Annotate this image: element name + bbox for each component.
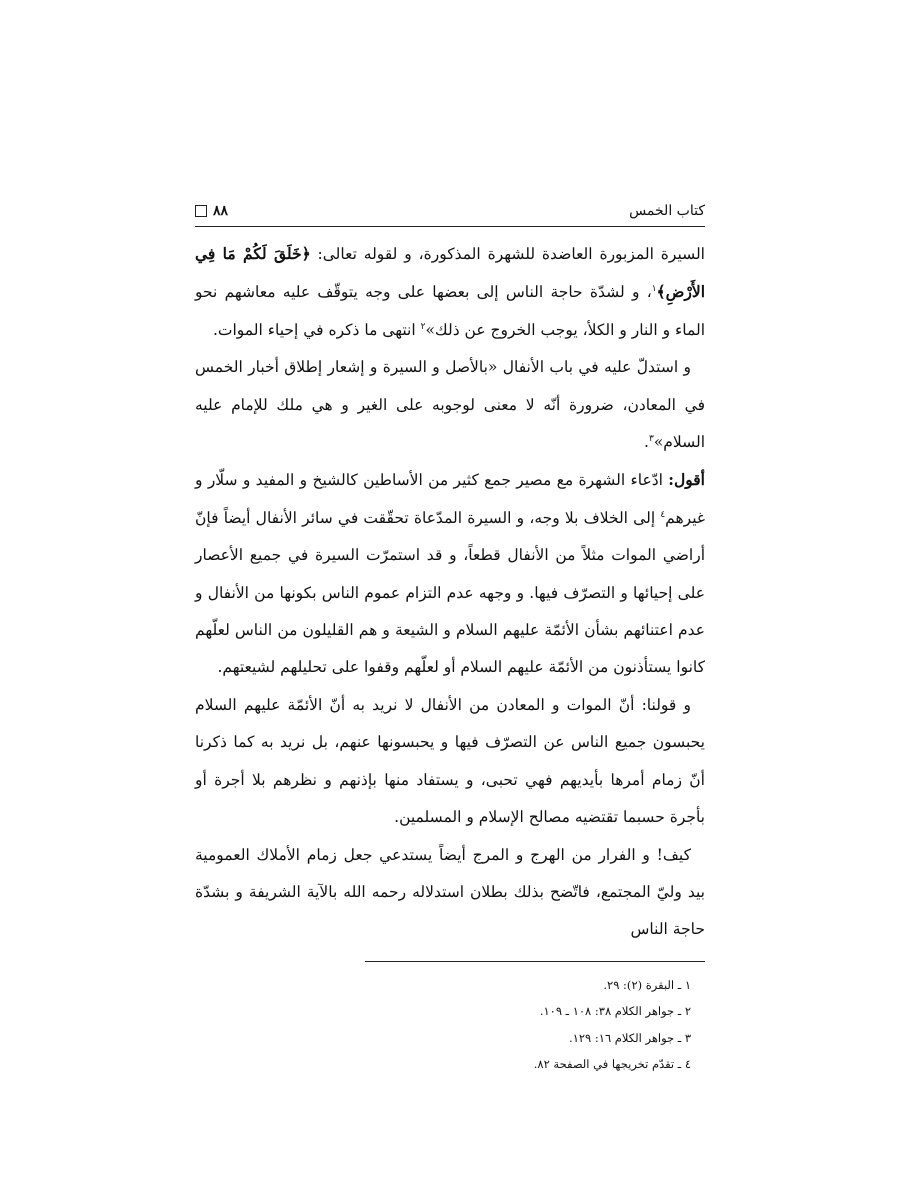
paragraph-1-text-b: ، و لشدّة حاجة الناس إلى بعضها على وجه يتوقّف عليه معاشهم نحو الماء و النار و الكلأ، يوجب الخروج عن ذلك»: [195, 283, 705, 339]
footnote-ref-3[interactable]: ٣: [648, 433, 654, 444]
paragraph-3-text-a: ادّعاء الشهرة مع مصير جمع كثير من الأساطين كالشيخ و المفيد و سلّار و غيرهم: [195, 471, 705, 527]
footnote-1: ١ ـ البقرة (٢): ٢٩.: [603, 977, 691, 992]
running-header: [195, 196, 705, 227]
paragraph-3-lead: أقول:: [668, 470, 705, 490]
quran-verse: ﴿خَلَقَ لَكُمْ مَا فِي الأَرْضِ﴾: [195, 244, 705, 302]
book-page: [195, 196, 705, 1078]
footnote-4: ٤ ـ تقدّم تخريجها في الصفحة ٨٢.: [533, 1057, 691, 1072]
footnote-3: ٣ ـ جواهر الكلام ١٦: ١٢٩.: [569, 1030, 691, 1045]
paragraph-1-text-a: السيرة المزبورة العاضدة للشهرة المذكورة، و لقوله تعالى:: [310, 245, 705, 263]
paragraph-2: [195, 349, 705, 461]
paragraph-2-text-a: و استدلّ عليه في باب الأنفال «بالأصل و السيرة و إشعار إطلاق أخبار الخمس في المعادن، ضرورة أنّه لا معنى لوجوبه على الغير و هي ملك للإمام عليه السلام»: [195, 358, 705, 452]
footnote-2: ٢ ـ جواهر الكلام ٣٨: ١٠٨ ـ ١٠٩.: [539, 1004, 691, 1019]
footnote-ref-2[interactable]: ٢: [420, 321, 426, 332]
paragraph-2-text-b: .: [644, 433, 649, 452]
paragraph-3: [195, 461, 705, 686]
footnotes: [195, 972, 705, 1078]
paragraph-4: [195, 687, 705, 837]
footnote-divider: [365, 961, 705, 962]
paragraph-4-text: و قولنا: أنّ الموات و المعادن من الأنفال لا نريد به أنّ الأئمّة عليهم السلام يحبسون جميع الناس عن التصرّف فيها و يحبسونها عنهم، بل نريد به كما ذكرنا أنّ زمام أمرها بأيديهم فهي تحبى، و يستفاد منها بإذنهم و نظرهم بلا أجرة أو بأجرة حسبما تقتضيه مصالح الإسلام و المسلمين.: [195, 695, 705, 827]
paragraph-3-text-b: إلى الخلاف بلا وجه، و السيرة المدّعاة تحقّقت في سائر الأنفال أيضاً فإنّ أراضي الموات مثلاً من الأنفال قطعاً، و قد استمرّت السيرة في جميع الأعصار على إحيائها و التصرّف فيها. و وجهه عدم التزام عموم الناس بكونها من الأنفال و عدم اعتنائهم بشأن الأئمّة عليهم السلام و الشيعة و هم القليلون من الناس لعلّهم كانوا يستأذنون من الأئمّة عليهم السلام أو لعلّهم وقفوا على تحليلهم لشيعتهم.: [195, 508, 705, 677]
book-title: كتاب الخمس: [629, 203, 705, 219]
footnote-ref-1[interactable]: ١: [651, 284, 657, 295]
paragraph-5: [195, 837, 705, 949]
paragraph-5-text: كيف! و الفرار من الهرج و المرج أيضاً يستدعي جعل زمام الأملاك العمومية بيد وليّ المجتمع، فاتّضح بذلك بطلان استدلاله رحمه الله بالآية الشريفة و بشدّة حاجة الناس: [195, 845, 705, 939]
paragraph-1: [195, 235, 705, 349]
page-number-group: [195, 203, 228, 219]
square-ornament-icon: [195, 205, 207, 217]
main-text: [195, 235, 705, 949]
page-number: ٨٨: [213, 203, 229, 219]
footnote-ref-4[interactable]: ٤: [660, 509, 666, 520]
paragraph-1-text-c: انتهى ما ذكره في إحياء الموات.: [212, 320, 421, 339]
